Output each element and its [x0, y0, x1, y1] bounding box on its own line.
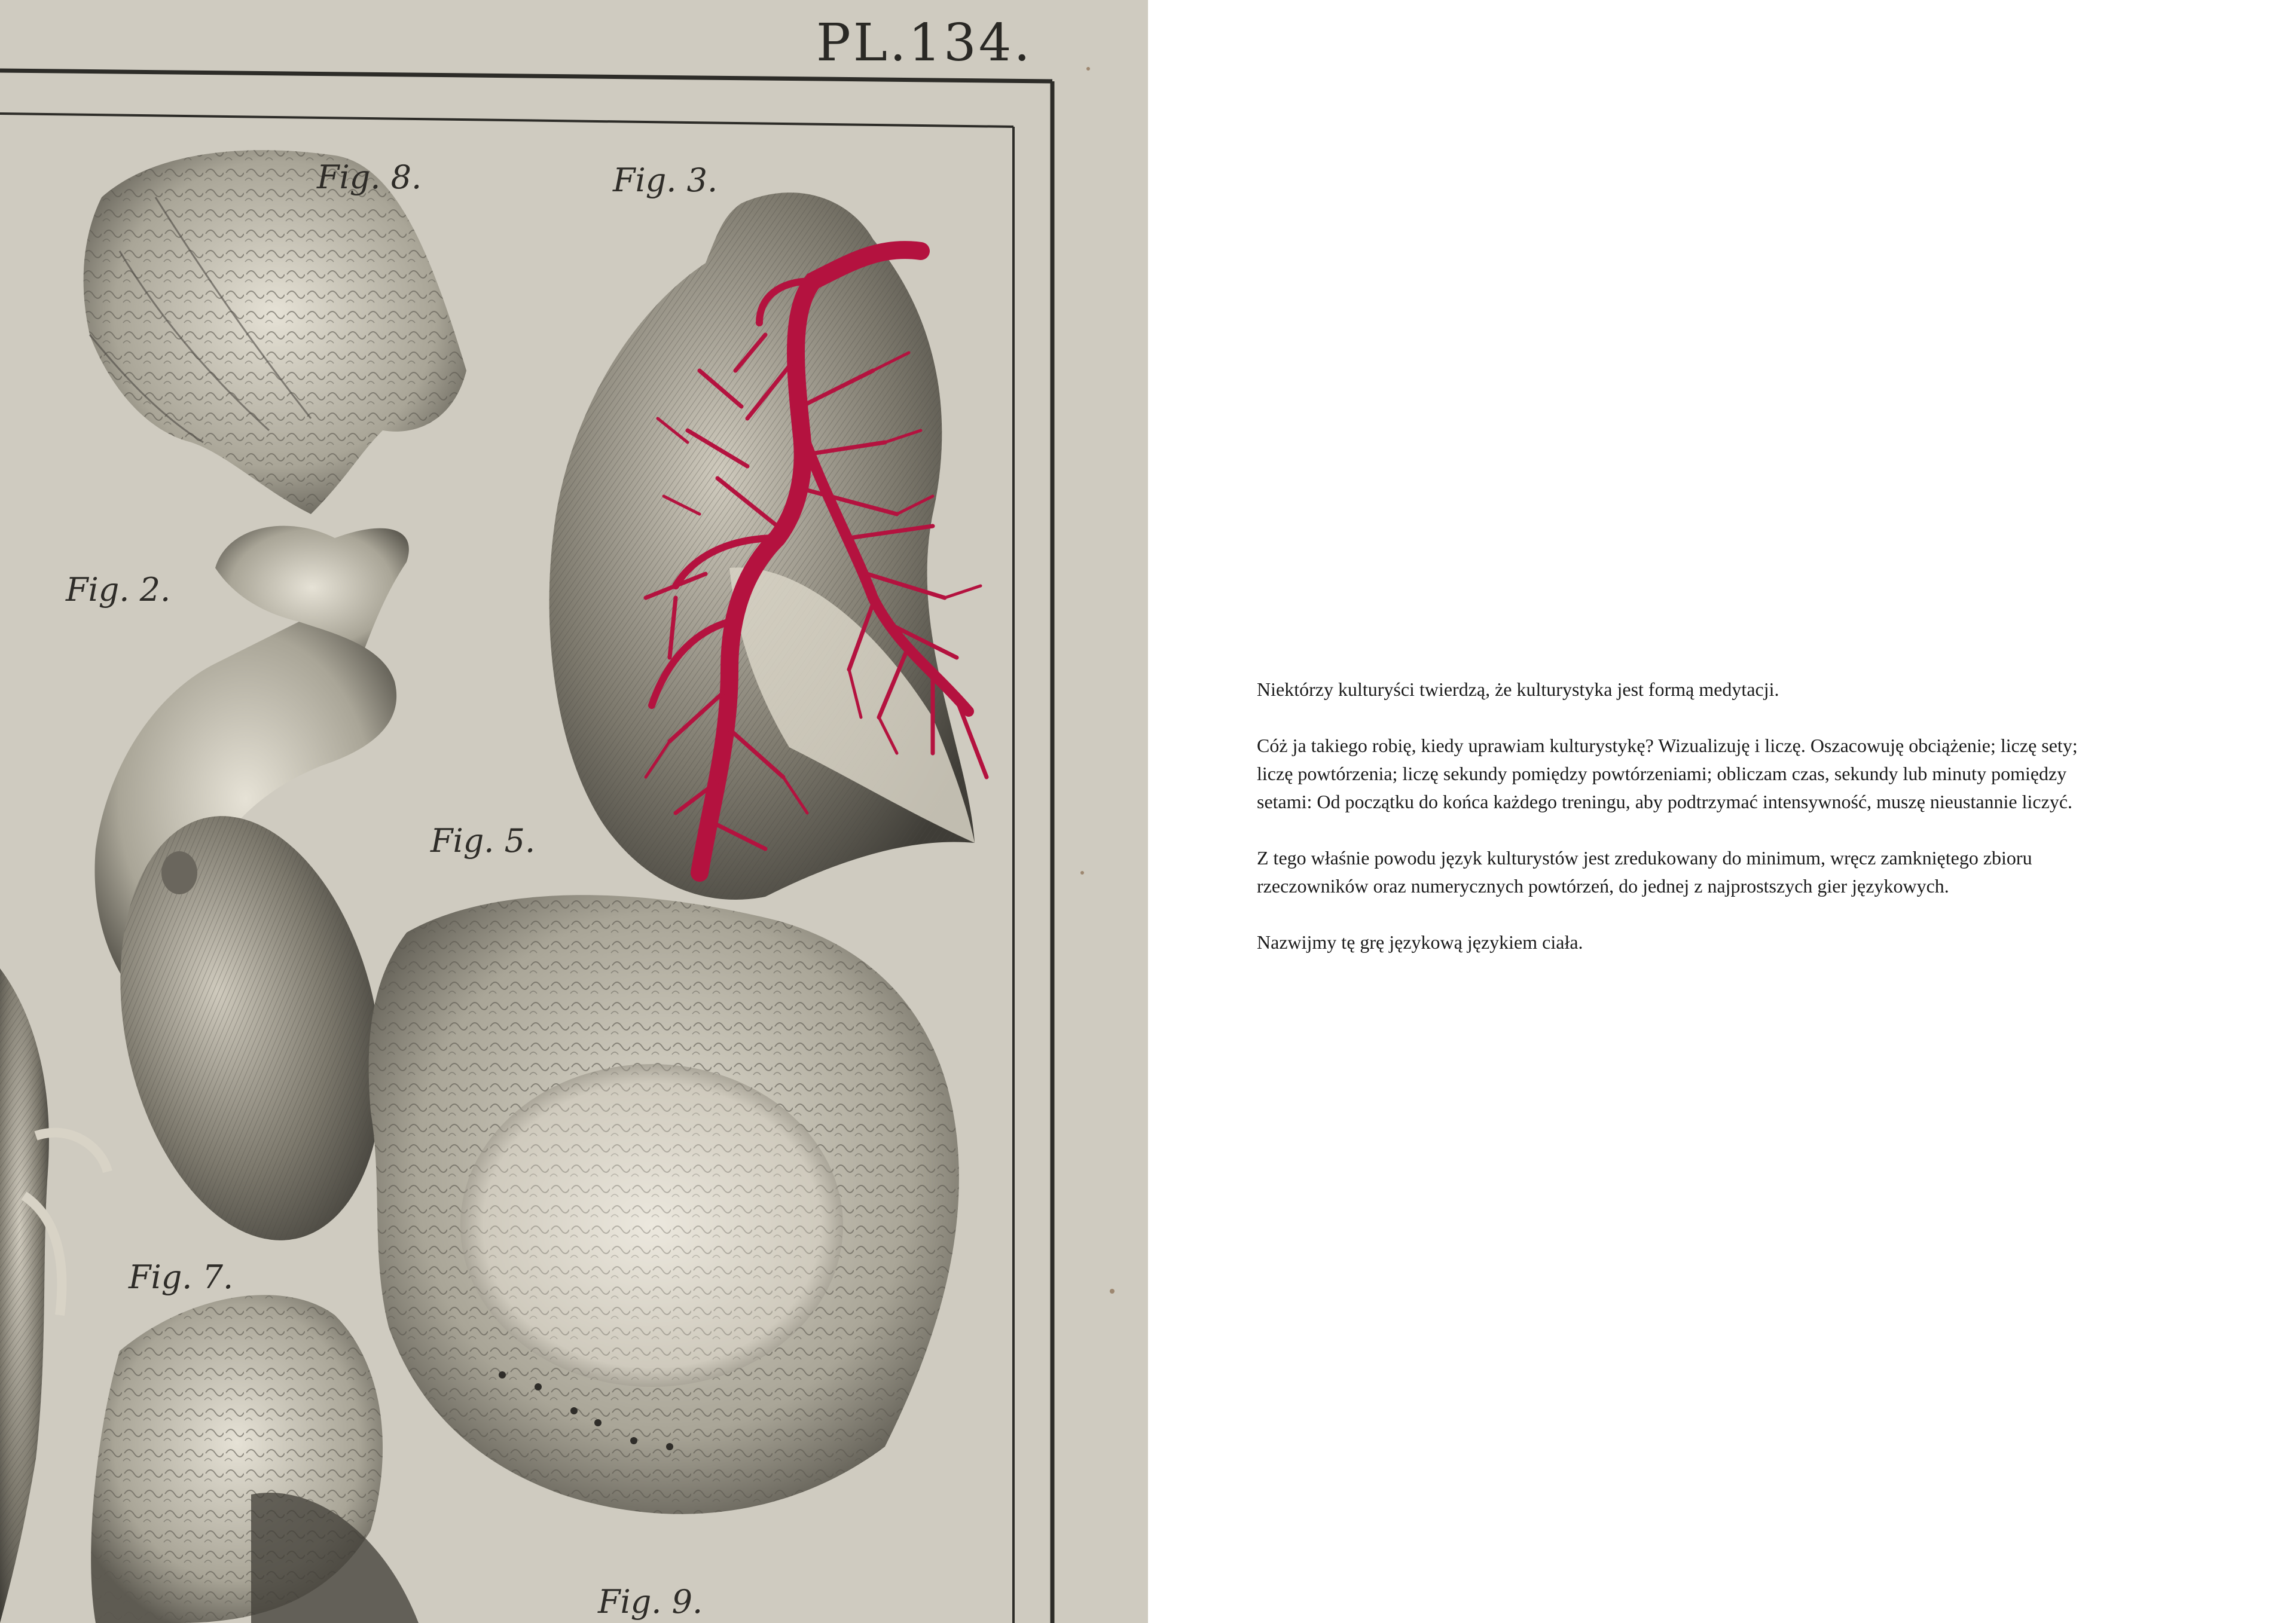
essay-text — [1257, 676, 2082, 985]
plate-number: PL.134. — [816, 13, 1033, 73]
text-page — [1148, 0, 2296, 1623]
essay-paragraph-1: Niektórzy kulturyści twierdzą, że kulturystyka jest formą medytacji. — [1257, 678, 1779, 700]
essay-paragraph-2: Cóż ja takiego robię, kiedy uprawiam kulturystykę? Wizualizuję i liczę. Oszacowuję obciążenie; liczę sety; liczę powtórzenia; liczę sekundy pomiędzy powtórzeniami; obliczam czas, sekundy lub minuty pomiędzy setami: Od początku do końca każdego treningu, aby podtrzymać intensywność, muszę nieustannie liczyć. — [1257, 735, 2078, 812]
figure-7-label: Fig. 7. — [129, 1258, 234, 1296]
figure-9-label: Fig. 9. — [598, 1583, 703, 1621]
essay-paragraph-4: Nazwijmy tę grę językową językiem ciała. — [1257, 931, 1583, 953]
figure-8-label: Fig. 8. — [317, 158, 422, 196]
figure-2-label: Fig. 2. — [66, 571, 171, 609]
essay-paragraph-3: Z tego właśnie powodu język kulturystów jest zredukowany do minimum, wręcz zamkniętego zbioru rzeczowników oraz numerycznych powtórzeń, do jednej z najprostszych gier językowych. — [1257, 847, 2032, 897]
figure-5-drawing — [369, 895, 959, 1514]
figure-5-label: Fig. 5. — [430, 822, 536, 860]
figure-3-label: Fig. 3. — [613, 161, 718, 199]
